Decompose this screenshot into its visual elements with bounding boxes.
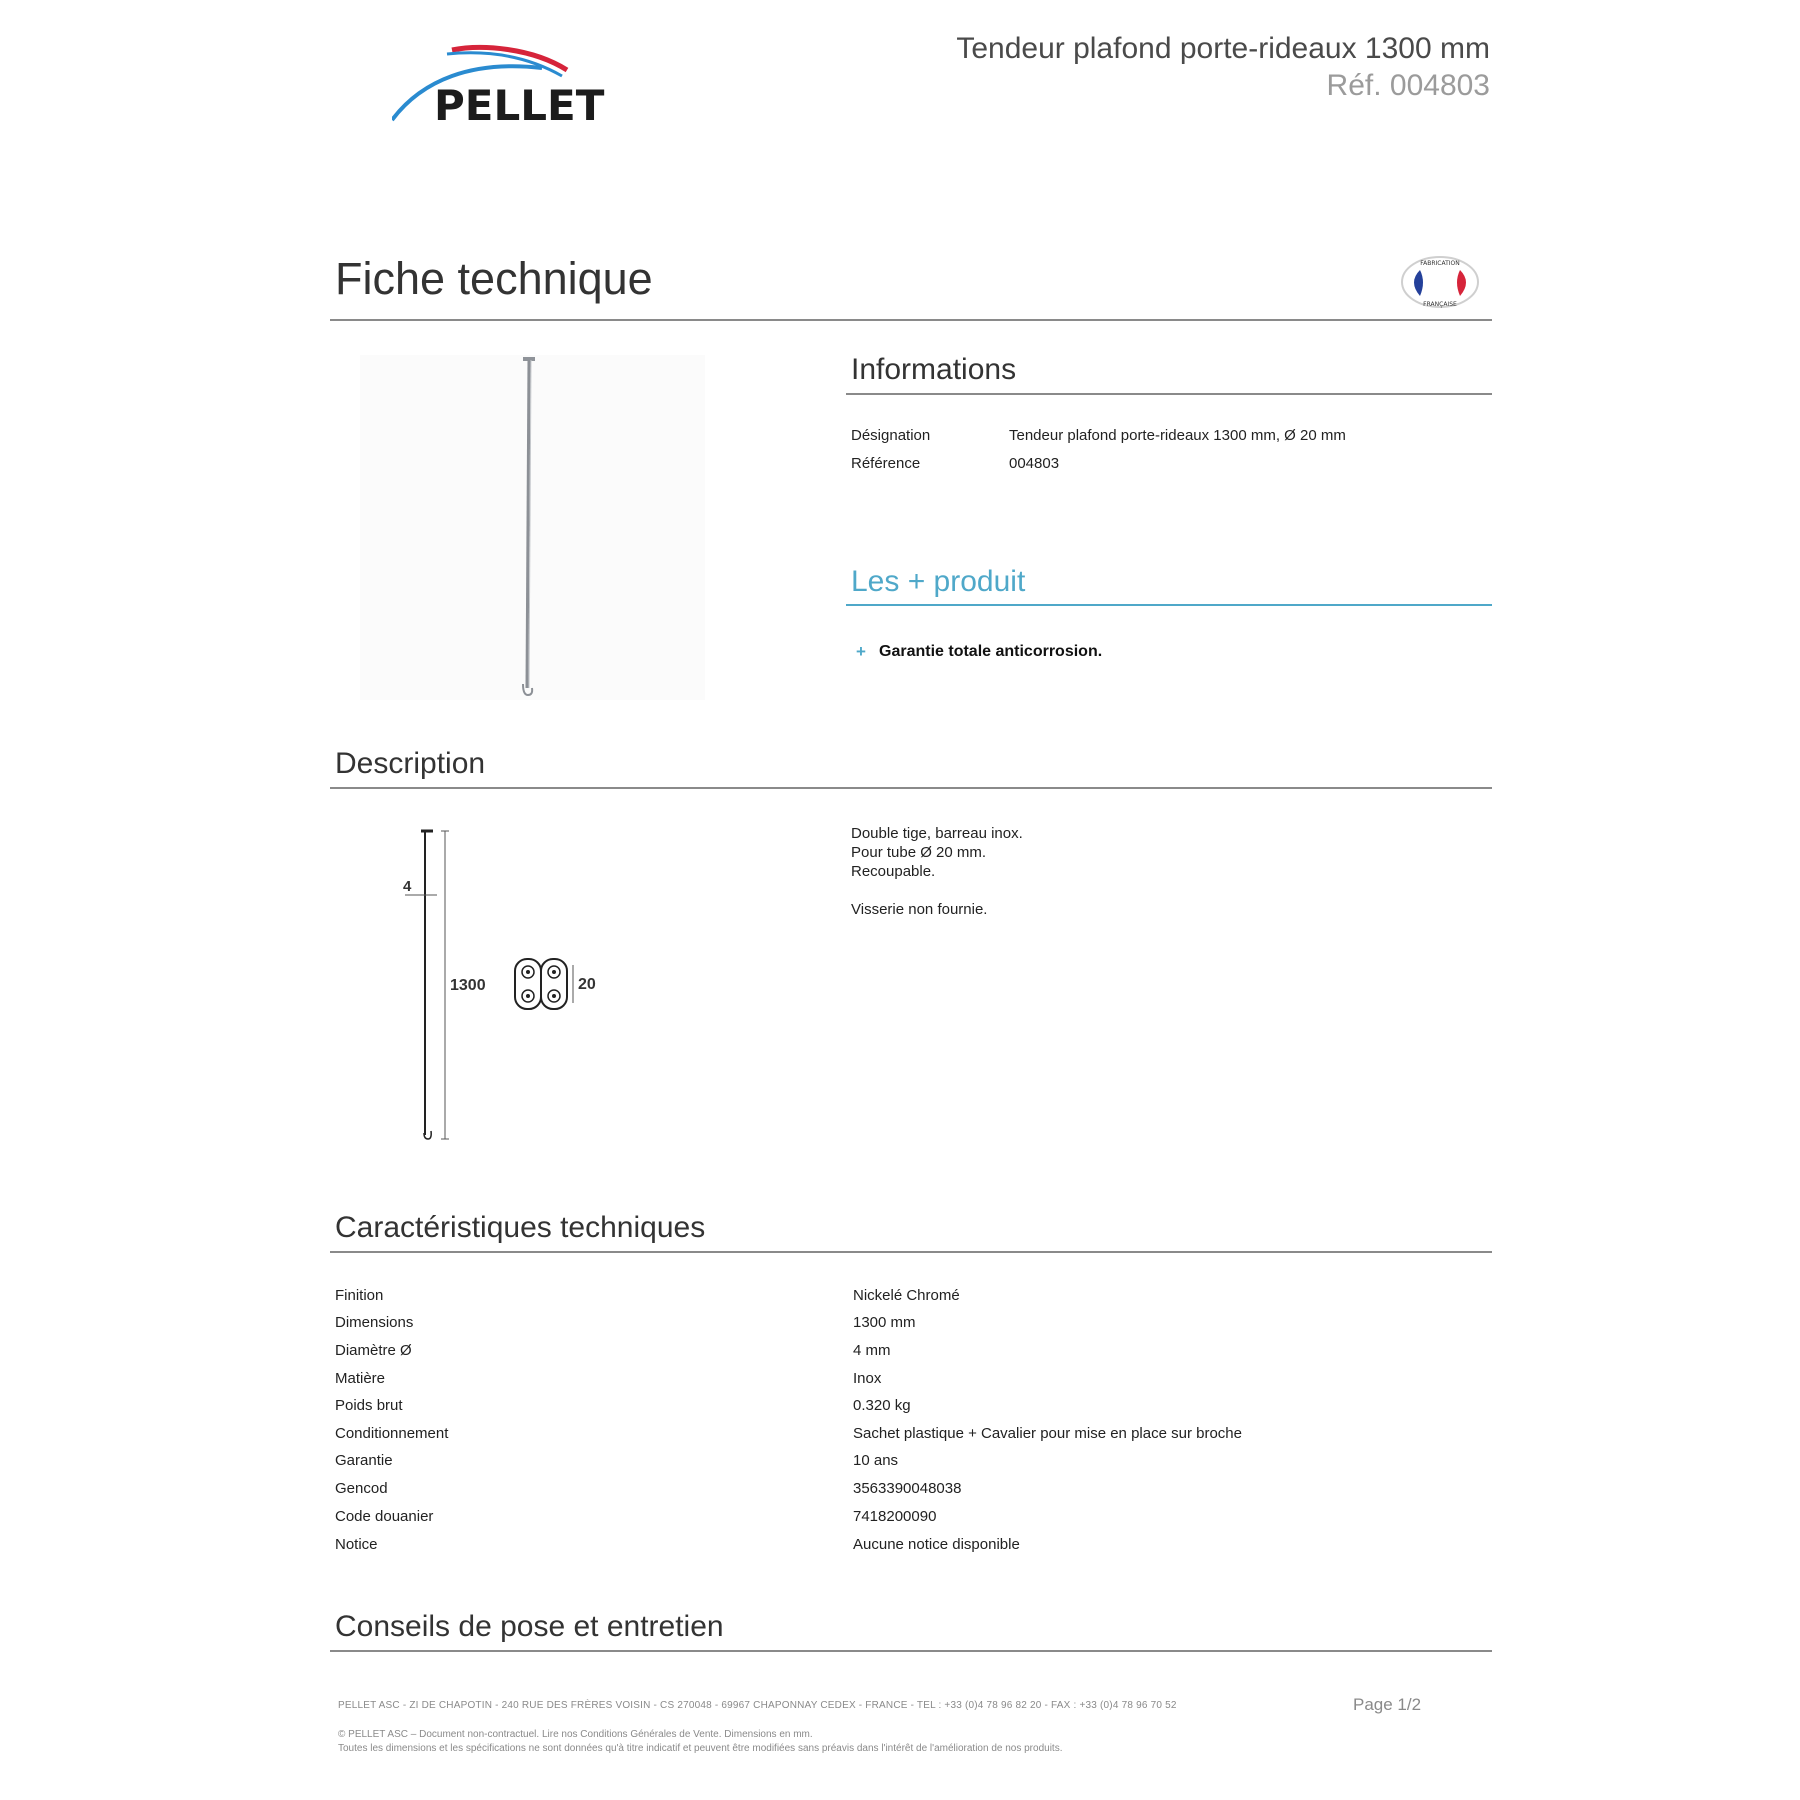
dim-diameter-label: 4 [403,878,412,895]
description-line: Visserie non fournie. [851,901,988,918]
info-label-reference: Référence [851,455,921,472]
technical-drawing [395,825,615,1145]
spec-value: 3563390048038 [853,1480,962,1497]
spec-label: Garantie [335,1452,393,1469]
spec-label: Code douanier [335,1508,434,1525]
description-line [851,881,1023,900]
spec-value: Aucune notice disponible [853,1536,1020,1553]
description-line: Pour tube Ø 20 mm. [851,844,987,861]
spec-label: Poids brut [335,1397,403,1414]
spec-label: Notice [335,1536,378,1553]
spec-label: Matière [335,1370,386,1387]
svg-text:FRANÇAISE: FRANÇAISE [1423,301,1457,308]
page-title: Fiche technique [335,253,653,304]
spec-row [335,1287,1295,1314]
footer-disclaimer [338,1728,1062,1756]
spec-value: 0.320 kg [853,1397,911,1414]
logo-text: PELLET [434,81,605,130]
spec-value: Nickelé Chromé [853,1287,960,1304]
spec-label: Conditionnement [335,1425,449,1442]
divider [330,1650,1492,1652]
made-in-france-badge [1398,254,1482,310]
dim-length-label: 1300 [450,977,486,994]
spec-row [335,1370,1295,1397]
divider [330,1251,1492,1253]
divider [330,319,1492,321]
spec-row [335,1314,1295,1341]
spec-value: Inox [853,1370,882,1387]
info-label-designation: Désignation [851,427,931,444]
divider [846,393,1492,395]
spec-label: Finition [335,1287,384,1304]
plus-icon: + [856,642,866,661]
description-heading: Description [335,747,486,780]
spec-value: 10 ans [853,1452,899,1469]
description-line: Recoupable. [851,863,936,880]
spec-label: Gencod [335,1480,388,1497]
info-value-designation: Tendeur plafond porte-rideaux 1300 mm, Ø 20 mm [1009,427,1346,444]
description-line: Double tige, barreau inox. [851,825,1023,842]
spec-value: Sachet plastique + Cavalier pour mise en place sur broche [853,1425,1242,1442]
divider [330,787,1492,789]
spec-row [335,1425,1295,1452]
plus-produit-heading: Les + produit [851,565,1026,598]
product-reference: Réf. 004803 [1326,69,1490,102]
spec-value: 4 mm [853,1342,891,1359]
spec-value: 1300 mm [853,1314,916,1331]
caracteristiques-heading: Caractéristiques techniques [335,1211,706,1244]
product-image [360,355,705,700]
spec-row [335,1536,1295,1563]
conseils-heading: Conseils de pose et entretien [335,1610,724,1643]
divider-accent [846,604,1492,606]
footer-note-line: © PELLET ASC – Document non-contractuel. Lire nos Conditions Générales de Vente. Dimensions en mm. [338,1729,813,1740]
spec-row [335,1480,1295,1507]
description-text [851,824,1023,919]
benefit-item: Garantie totale anticorrosion. [879,643,1103,660]
product-title: Tendeur plafond porte-rideaux 1300 mm [956,32,1490,65]
spec-label: Dimensions [335,1314,414,1331]
info-value-reference: 004803 [1009,455,1060,472]
page-number: Page 1/2 [1353,1695,1422,1714]
footer-address: PELLET ASC - ZI DE CHAPOTIN - 240 RUE DES FRÈRES VOISIN - CS 270048 - 69967 CHAPONNAY CEDEX - FRANCE - TEL : +33 (0)4 78 96 82 20 - FAX : +33 (0)4 78 96 70 52 [338,1700,1177,1711]
spec-row [335,1452,1295,1479]
spec-row [335,1397,1295,1424]
spec-label: Diamètre Ø [335,1342,412,1359]
informations-heading: Informations [851,353,1017,386]
footer-note-line: Toutes les dimensions et les spécifications ne sont données qu'à titre indicatif et peuvent être modifiées sans préavis dans l'intérêt de l'amélioration de nos produits. [338,1743,1063,1754]
spec-row [335,1342,1295,1369]
spec-value: 7418200090 [853,1508,937,1525]
dim-tube-label: 20 [578,976,596,993]
pellet-logo [392,40,642,130]
svg-text:FABRICATION: FABRICATION [1420,260,1460,267]
spec-row [335,1508,1295,1535]
